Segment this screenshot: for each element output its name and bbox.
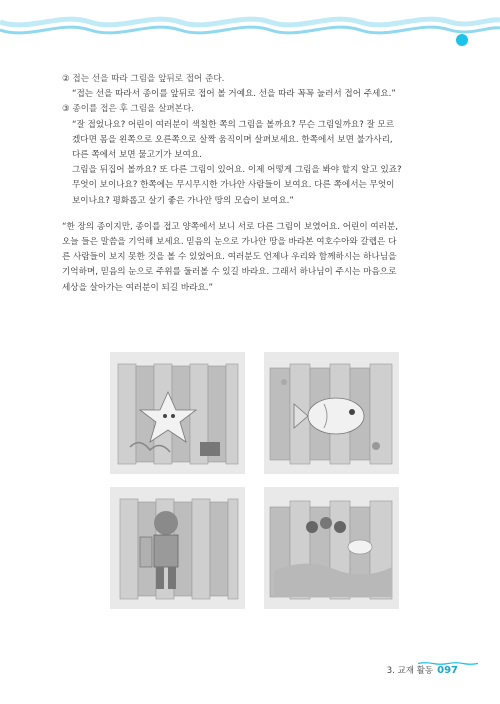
closing-line: 기억하며, 믿음의 눈으로 주위를 둘러볼 수 있길 바라요. 그래서 하나님이 주시는 마음으로 [62, 267, 397, 278]
step-3-line: 무엇이 보이나요? 한쪽에는 무시무시한 가나안 사람들이 보여요. 다른 쪽에서는 무엇이 [72, 180, 395, 191]
step-3-line: 겠다면 몸을 왼쪽으로 오른쪽으로 살짝 움직이며 살펴보세요. 한쪽에서 보면 불가사리, [72, 134, 393, 145]
page-number: 097 [437, 665, 458, 676]
step-3-line: 보이나요? 평화롭고 살기 좋은 가나안 땅의 모습이 보여요.” [72, 195, 294, 206]
section-label: 3. 교재 활동 [386, 666, 434, 676]
accent-dot [456, 34, 468, 46]
step-2-title: ② 접는 선을 따라 그림을 앞뒤로 접어 준다. [62, 74, 225, 84]
step-3-line: 다른 쪽에서 보면 물고기가 보여요. [72, 150, 202, 161]
closing-line: 오늘 들은 말씀을 기억해 보세요. 믿음의 눈으로 가나안 땅을 바라본 여호수아와 갈렙은 다 [62, 237, 397, 248]
photo-starfish-fold [110, 352, 245, 474]
closing-line: 세상을 살아가는 여러분이 되길 바라요.” [62, 282, 213, 293]
craft-photo-grid [110, 352, 398, 622]
step-3-title: ③ 종이를 접은 후 그림을 살펴본다. [62, 104, 195, 115]
step-3-line: “잘 접었나요? 어린이 여러분이 색칠한 쪽의 그림을 볼까요? 무슨 그림일까요? 잘 모르 [72, 119, 395, 130]
page-footer [387, 664, 458, 676]
photo-fish-fold [264, 352, 399, 474]
photo-canaan-fold [264, 487, 399, 609]
decorative-wave-header [0, 0, 500, 60]
closing-line: “한 장의 종이지만, 종이를 접고 양쪽에서 보니 서로 다른 그림이 보였어요. 어린이 여러분, [62, 221, 398, 232]
photo-soldier-fold [110, 487, 245, 609]
main-text [62, 72, 442, 296]
step-2-quote: “접는 선을 따라서 종이를 앞뒤로 접어 볼 거예요. 선을 따라 꼭꼭 눌러서 접어 주세요.” [72, 89, 396, 100]
closing-line: 른 사람들이 보지 못한 것을 볼 수 있었어요. 여러분도 언제나 우리와 함께하시는 하나님을 [62, 252, 397, 263]
step-3-line: 그림을 뒤집어 볼까요? 또 다른 그림이 있어요. 이제 어떻게 그림을 봐야 할지 알고 있죠? [72, 165, 402, 176]
